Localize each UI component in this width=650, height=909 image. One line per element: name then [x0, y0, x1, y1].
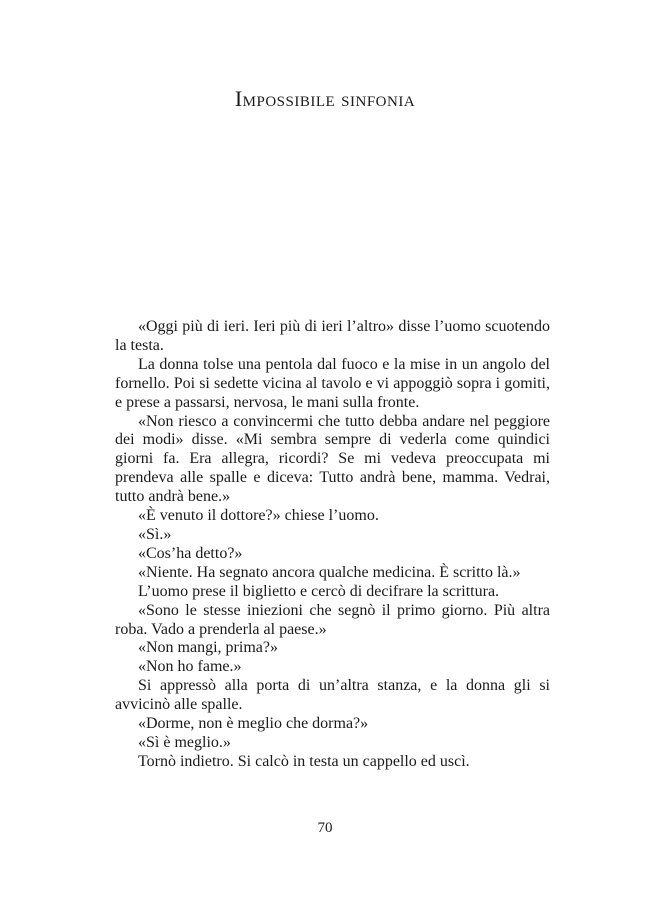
paragraph: L’uomo prese il biglietto e cercò di decifrare la scrittura.: [138, 582, 500, 600]
paragraph: «Cos’ha detto?»: [138, 544, 243, 562]
paragraph: La donna tolse una pentola dal fuoco e la mise in un angolo del fornello. Poi si sedette vicina al tavolo e vi appoggiò sopra i gomiti, e prese a passarsi, nervosa, le mani sulla fronte.: [115, 355, 550, 411]
paragraph: «Sì è meglio.»: [138, 733, 231, 751]
paragraph: «Non ho fame.»: [138, 658, 242, 676]
paragraph: «È venuto il dottore?» chiese l’uomo.: [138, 507, 379, 525]
paragraph: Tornò indietro. Si calcò in testa un cappello ed uscì.: [138, 752, 470, 770]
paragraph: «Oggi più di ieri. Ieri più di ieri l’altro» disse l’uomo scuotendo la testa.: [115, 318, 550, 354]
body-text: [115, 318, 550, 772]
paragraph: «Non mangi, prima?»: [138, 639, 278, 657]
paragraph: «Sì.»: [138, 525, 172, 543]
paragraph: «Niente. Ha segnato ancora qualche medicina. È scritto là.»: [138, 563, 521, 581]
paragraph: «Dorme, non è meglio che dorma?»: [138, 715, 369, 733]
paragraph: «Non riesco a convincermi che tutto debba andare nel peggiore dei modi» disse. «Mi sembra sempre di vederla come quindici giorni fa. Era allegra, ricordi? Se mi vedeva preoccupata mi prendeva alle spalle e diceva: Tutto andrà bene, mamma. Vedrai, tutto andrà bene.»: [115, 412, 550, 506]
paragraph: «Sono le stesse iniezioni che segnò il primo giorno. Più altra roba. Vado a prenderla al paese.»: [115, 601, 550, 638]
chapter-title: Impossibile sinfonia: [234, 86, 416, 111]
page-number: 70: [317, 820, 333, 836]
paragraph: Si appressò alla porta di un’altra stanza, e la donna gli si avvicinò alle spalle.: [115, 677, 550, 714]
